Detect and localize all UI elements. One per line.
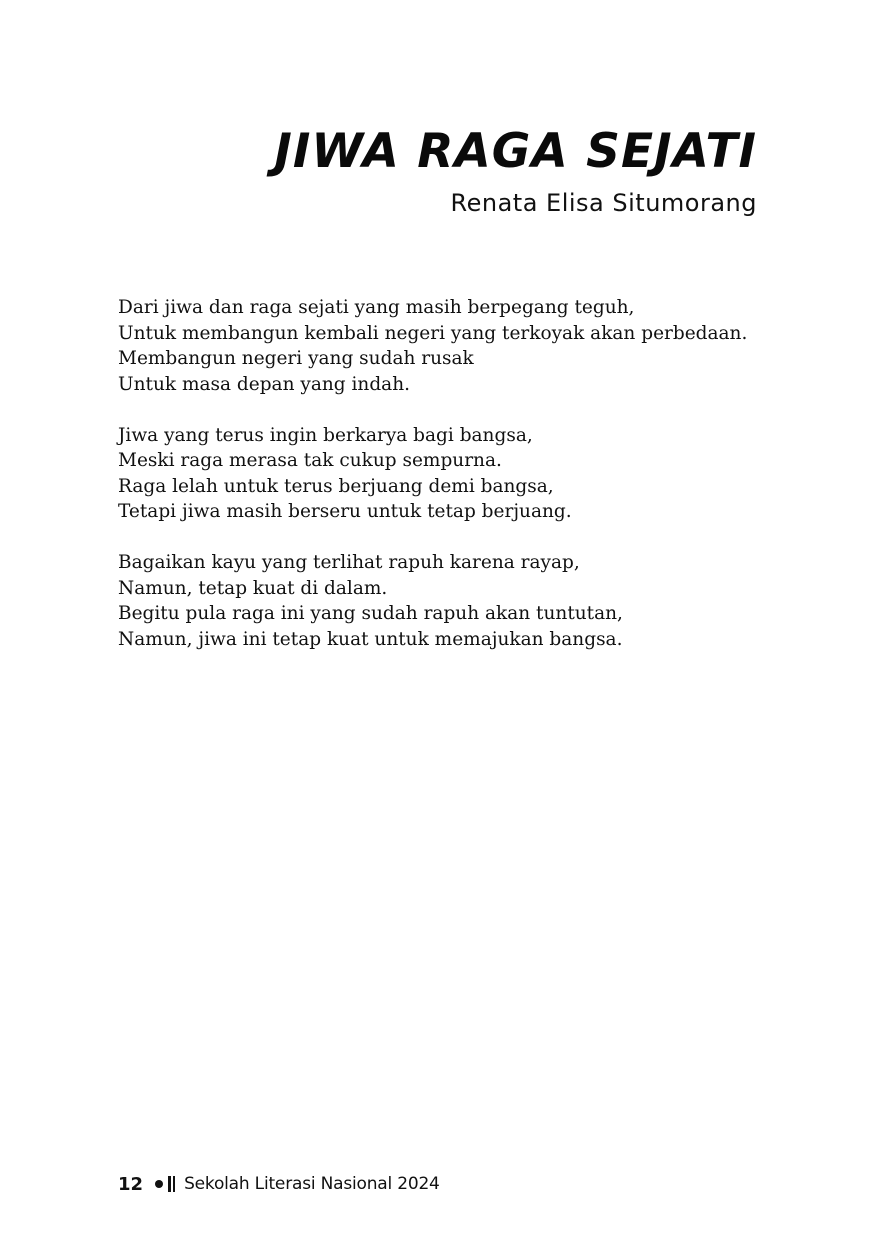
poem-line: Raga lelah untuk terus berjuang demi bangsa, xyxy=(118,475,554,497)
poem-line: Meski raga merasa tak cukup sempurna. xyxy=(118,450,502,471)
page-footer xyxy=(118,1170,440,1198)
page-number: 12 xyxy=(118,1173,144,1195)
poem-line: Jiwa yang terus ingin berkarya bagi bangsa, xyxy=(118,424,533,446)
poem-line: Namun, tetap kuat di dalam. xyxy=(118,577,388,599)
poem-line: Dari jiwa dan raga sejati yang masih berpegang teguh, xyxy=(118,297,635,318)
poem-line: Namun, jiwa ini tetap kuat untuk memajukan bangsa. xyxy=(118,628,623,650)
poem-line: Membangun negeri yang sudah rusak xyxy=(118,348,474,369)
poem-line: Begitu pula raga ini yang sudah rapuh akan tuntutan, xyxy=(118,603,623,624)
stanza-2 xyxy=(118,423,778,525)
poem-author: Renata Elisa Situmorang xyxy=(450,189,757,217)
poem-line: Untuk membangun kembali negeri yang terkoyak akan perbedaan. xyxy=(118,322,748,344)
poem-line: Tetapi jiwa masih berseru untuk tetap berjuang. xyxy=(118,501,572,522)
poem-line: Bagaikan kayu yang terlihat rapuh karena rayap, xyxy=(118,552,580,573)
poem-line: Untuk masa depan yang indah. xyxy=(118,373,410,395)
stanza-1 xyxy=(118,295,778,397)
stanza-3 xyxy=(118,550,778,652)
poem-title: JIWA RAGA SEJATI xyxy=(274,124,757,179)
dot-bars-icon xyxy=(155,1176,175,1192)
publication-name: Sekolah Literasi Nasional 2024 xyxy=(184,1174,440,1194)
poem-body xyxy=(118,295,778,678)
